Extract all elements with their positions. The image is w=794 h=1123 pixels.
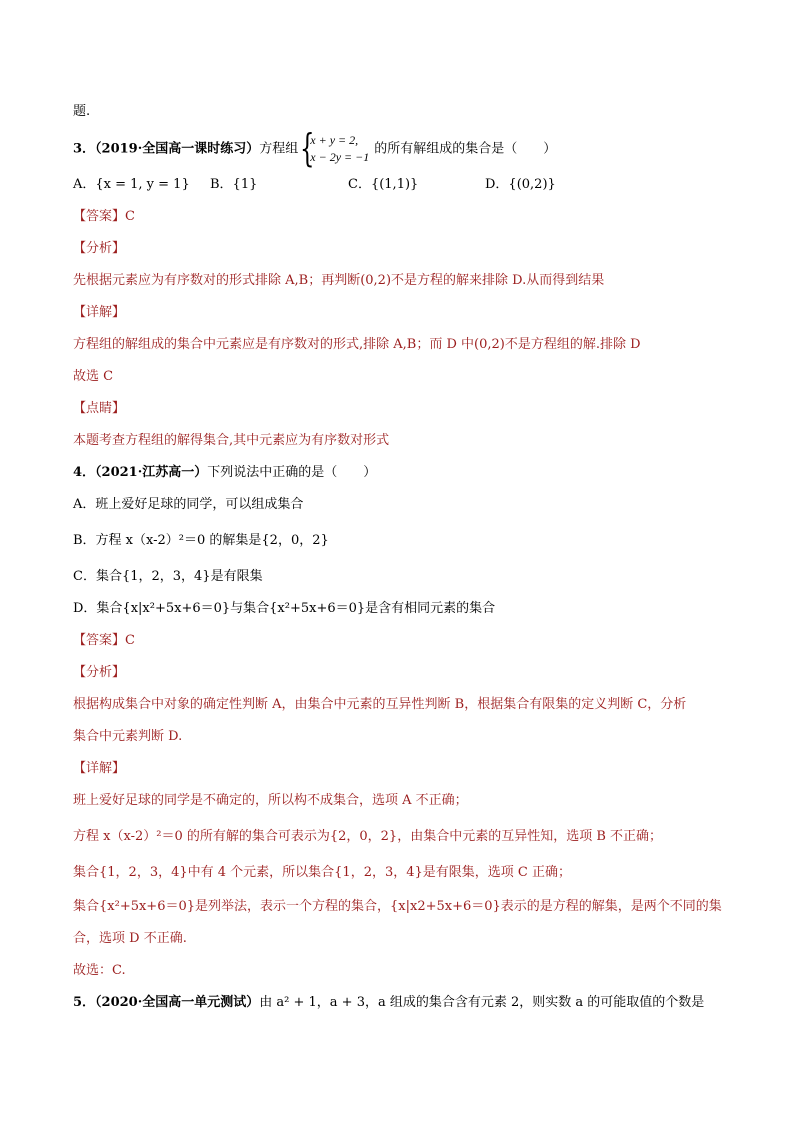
- question-source: （2020·全国高一单元测试）: [95, 995, 260, 1010]
- detail-text: 故选：C.: [73, 963, 126, 978]
- question-text: 的所有解组成的集合是（ ）: [374, 141, 557, 157]
- option-b: B．{1}: [210, 177, 258, 192]
- option-a: A．班上爱好足球的同学，可以组成集合: [73, 497, 304, 512]
- question-4-stem: [73, 464, 376, 482]
- question-source: （2019·全国高一课时练习）: [95, 141, 260, 157]
- detail-text: 合，选项 D 不正确.: [73, 931, 187, 946]
- comment-text: 本题考查方程组的解得集合,其中元素应为有序数对形式: [73, 433, 390, 448]
- analysis-text: 根据构成集合中对象的确定性判断 A，由集合中元素的互异性判断 B，根据集合有限集的定义判断 C，分析: [73, 697, 687, 712]
- detail-text: 方程 x（x-2）²＝0 的所有解的集合可表示为{2，0，2}，由集合中元素的互异性知，选项 B 不正确；: [73, 829, 663, 844]
- equation-1: x + y = 2,: [310, 133, 359, 147]
- option-d: D．{(0,2)}: [485, 177, 556, 192]
- analysis-text: 先根据元素应为有序数对的形式排除 A,B；再判断(0,2)不是方程的解来排除 D.从而得到结果: [73, 273, 605, 288]
- answer: 【答案】C: [73, 209, 135, 224]
- question-number: 5．: [73, 995, 96, 1010]
- analysis-heading: 【分析】: [73, 665, 126, 680]
- answer: 【答案】C: [73, 633, 135, 648]
- detail-text: 班上爱好足球的同学是不确定的，所以构不成集合，选项 A 不正确；: [73, 793, 468, 808]
- option-c: C．{(1,1)}: [348, 177, 419, 192]
- option-c: C．集合{1，2，3，4}是有限集: [73, 569, 263, 584]
- option-b: B．方程 x（x-2）²＝0 的解集是{2，0，2}: [73, 533, 329, 548]
- text-line: 题.: [73, 104, 91, 119]
- question-number: 4．: [73, 465, 96, 480]
- detail-heading: 【详解】: [73, 761, 126, 776]
- question-source: （2021·江苏高一）: [95, 465, 208, 480]
- option-d: D．集合{x|x²+5x+6＝0}与集合{x²+5x+6＝0}是含有相同元素的集合: [73, 601, 496, 616]
- question-text: 由 a² + 1，a + 3，a 组成的集合含有元素 2，则实数 a 的可能取值的个数是: [259, 995, 705, 1010]
- detail-text: 集合{1，2，3，4}中有 4 个元素，所以集合{1，2，3，4}是有限集，选项 C 正确；: [73, 865, 571, 880]
- option-a: A．{x = 1, y = 1}: [73, 177, 190, 192]
- question-text: 方程组: [259, 141, 299, 157]
- question-text: 下列说法中正确的是（ ）: [207, 465, 377, 480]
- comment-heading: 【点睛】: [73, 401, 126, 416]
- detail-text: 故选 C: [73, 369, 114, 384]
- equation-system: [300, 126, 372, 170]
- analysis-heading: 【分析】: [73, 241, 126, 256]
- analysis-text: 集合中元素判断 D.: [73, 729, 183, 744]
- detail-heading: 【详解】: [73, 305, 126, 320]
- detail-text: 集合{x²+5x+6＝0}是列举法，表示一个方程的集合，{x|x2+5x+6＝0}表示的是方程的解集，是两个不同的集: [73, 899, 722, 914]
- question-5-stem: [73, 994, 704, 1012]
- equation-2: x − 2y = −1: [310, 150, 370, 164]
- question-3-options: [73, 176, 733, 194]
- brace-symbol: {: [300, 126, 315, 170]
- detail-text: 方程组的解组成的集合中元素应是有序数对的形式,排除 A,B；而 D 中(0,2)不是方程组的解.排除 D: [73, 337, 641, 352]
- question-number: 3．: [73, 141, 96, 157]
- question-3-stem: [73, 126, 557, 170]
